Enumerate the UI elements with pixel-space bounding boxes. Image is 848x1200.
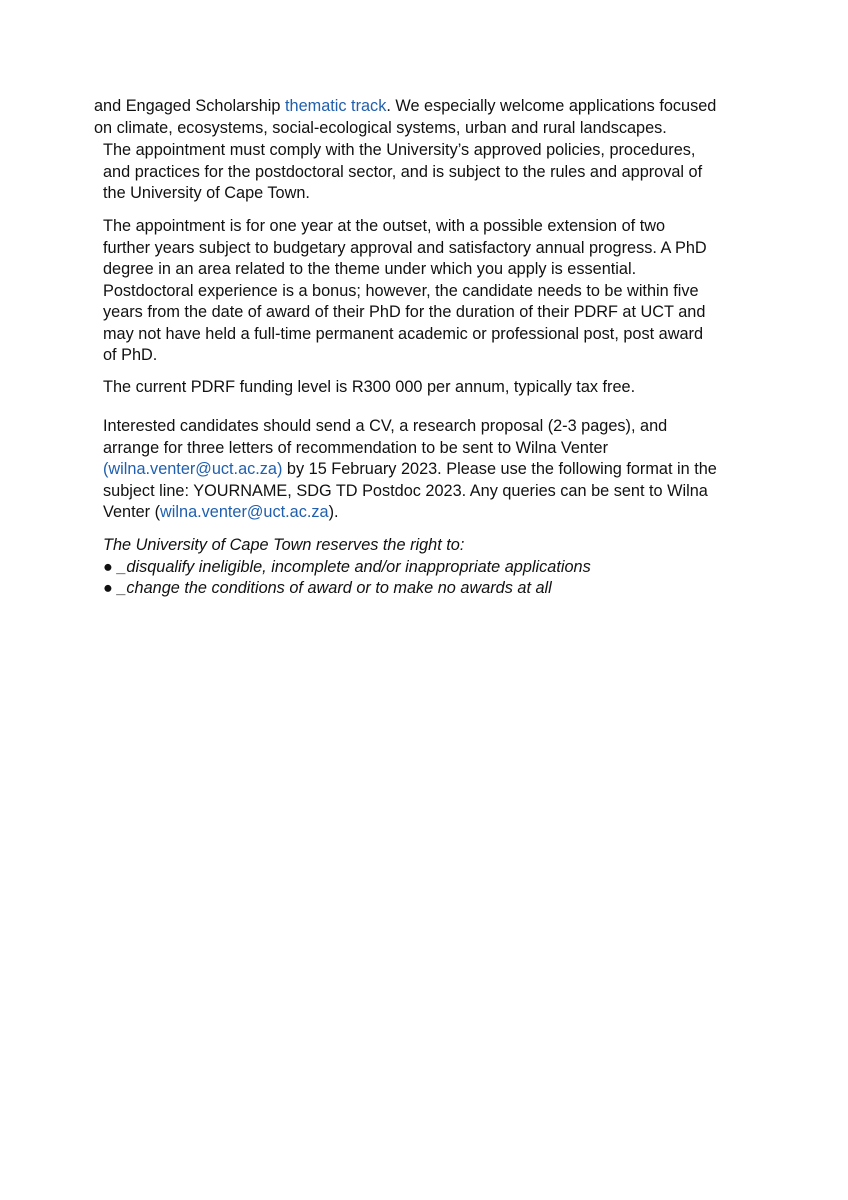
duration-line: Postdoctoral experience is a bonus; however, the candidate needs to be within five (103, 281, 699, 300)
duration-line: The appointment is for one year at the outset, with a possible extension of two (103, 217, 666, 235)
venter-text-after: ). (328, 503, 339, 521)
reservation-item: ● _disqualify ineligible, incomplete and/or inappropriate applications (103, 557, 591, 576)
application-line-5 (103, 502, 717, 524)
duration-line: may not have held a full-time permanent academic or professional post, post award (103, 324, 704, 343)
reservation-item: ● _change the conditions of award or to make no awards at all (103, 579, 552, 597)
duration-line: further years subject to budgetary approval and satisfactory annual progress. A PhD (103, 238, 707, 257)
compliance-paragraph (103, 140, 702, 205)
email-link[interactable]: wilna.venter@uct.ac.za (160, 503, 329, 521)
duration-line: years from the date of award of their PhD for the duration of their PDRF at UCT and (103, 303, 706, 321)
compliance-line: The appointment must comply with the University’s approved policies, procedures, (103, 141, 696, 159)
application-line-4: subject line: YOURNAME, SDG TD Postdoc 2023. Any queries can be sent to Wilna (103, 481, 708, 500)
application-line-1: Interested candidates should send a CV, a research proposal (2-3 pages), and (103, 417, 668, 435)
application-line-3 (103, 459, 717, 481)
thematic-track-link[interactable]: thematic track (285, 97, 387, 115)
intro-paragraph (94, 96, 716, 139)
email-link[interactable]: (wilna.venter@uct.ac.za) (103, 460, 283, 478)
intro-line-1 (94, 96, 716, 118)
compliance-line: and practices for the postdoctoral sector, and is subject to the rules and approval of (103, 162, 703, 181)
duration-paragraph (103, 216, 707, 367)
compliance-line: the University of Cape Town. (103, 184, 310, 202)
intro-text-after-link: . We especially welcome applications focused (386, 97, 717, 115)
funding-line: The current PDRF funding level is R300 000 per annum, typically tax free. (103, 378, 636, 396)
duration-line: of PhD. (103, 346, 158, 364)
reservations-heading: The University of Cape Town reserves the right to: (103, 536, 465, 554)
reservations-paragraph (103, 535, 591, 600)
deadline-text: by 15 February 2023. Please use the following format in the (282, 460, 717, 478)
funding-paragraph (103, 377, 635, 399)
application-paragraph (103, 416, 717, 524)
venter-text-before: Venter ( (103, 503, 161, 521)
duration-line: degree in an area related to the theme under which you apply is essential. (103, 260, 637, 278)
intro-text-before-link: and Engaged Scholarship (94, 97, 285, 115)
application-line-2: arrange for three letters of recommendation to be sent to Wilna Venter (103, 438, 608, 457)
intro-line-2: on climate, ecosystems, social-ecological systems, urban and rural landscapes. (94, 118, 667, 137)
